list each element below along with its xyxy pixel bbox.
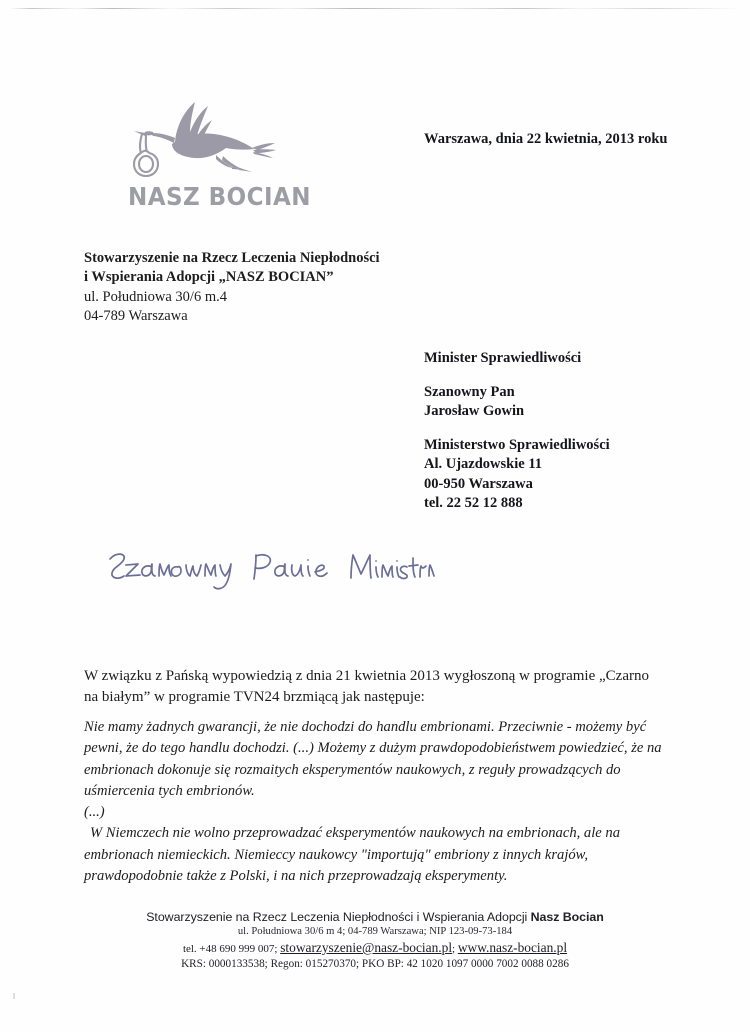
recipient-institution: Ministerstwo Sprawiedliwości <box>424 436 610 453</box>
footer-org-name: Nasz Bocian <box>530 910 604 924</box>
stork-with-bundle-icon <box>128 98 288 180</box>
footer-contact-separator: ; <box>452 943 458 955</box>
quote-ellipsis: (...) <box>84 804 105 821</box>
letter-footer <box>0 910 750 970</box>
handwriting-strokes <box>104 545 434 593</box>
recipient-name: Jarosław Gowin <box>424 403 525 420</box>
date-line: Warszawa, dnia 22 kwietnia, 2013 roku <box>424 131 668 147</box>
footer-email-link[interactable]: stowarzyszenie@nasz-bocian.pl <box>280 940 453 955</box>
recipient-spacer-1 <box>424 369 610 383</box>
sender-org-line1: Stowarzyszenie na Rzecz Leczenia Niepłodności <box>84 250 380 266</box>
recipient-salutation: Szanowny Pan <box>424 383 515 400</box>
footer-org-prefix: Stowarzyszenie na Rzecz Leczenia Niepłodności i Wspierania Adopcji <box>146 910 531 924</box>
footer-phone: tel. +48 690 999 007; <box>182 943 281 955</box>
recipient-title: Minister Sprawiedliwości <box>424 350 582 366</box>
recipient-phone: tel. 22 52 12 888 <box>424 495 523 512</box>
scan-speck-artifact <box>13 993 15 999</box>
organization-logo <box>128 98 311 211</box>
intro-paragraph: W związku z Pańską wypowiedzią z dnia 21 kwietnia 2013 wygłoszoną w programie „Czarno na białym” w programie TVN24 brzmiącą jak następuje: <box>84 668 649 706</box>
footer-contact <box>0 940 750 956</box>
sender-org-line2: i Wspierania Adopcji „NASZ BOCIAN” <box>84 269 334 286</box>
quote-paragraph-2: W Niemczech nie wolno przeprowadzać eksperymentów naukowych na embrionach, ale na embrionach niemieckich. Niemieccy naukowcy "importują" embriony z innych krajów, prawdopodobnie także z Polski, i na nich przeprowadzają eksperymenty. <box>84 825 620 885</box>
footer-website-link[interactable]: www.nasz-bocian.pl <box>457 940 568 955</box>
recipient-address-block <box>424 349 610 514</box>
footer-address: ul. Południowa 30/6 m 4; 04-789 Warszawa; NIP 123-09-73-184 <box>237 926 513 937</box>
quote-paragraph-1: Nie mamy żadnych gwarancji, że nie dochodzi do handlu embrionami. Przeciwnie - możemy być pewni, że do tego handlu dochodzi. (...) Możemy z dużym prawdopodobieństwem powiedzieć, że na embrionach dokonuje się rozmaitych eksperymentów naukowych, z reguły prowadzących do uśmiercenia tych embrionów. <box>84 719 662 799</box>
sender-address-block <box>84 249 380 326</box>
scan-edge-artifact <box>10 8 742 9</box>
recipient-spacer-2 <box>424 422 610 436</box>
handwritten-salutation <box>104 545 434 593</box>
footer-organization <box>0 910 750 924</box>
logo-wordmark: NASZ BOCIAN <box>128 182 311 211</box>
sender-street: ul. Południowa 30/6 m.4 <box>84 288 227 305</box>
recipient-city: 00-950 Warszawa <box>424 475 533 492</box>
sender-city: 04-789 Warszawa <box>84 307 188 324</box>
footer-registry: KRS: 0000133538; Regon: 015270370; PKO BP: 42 1020 1097 0000 7002 0088 0286 <box>181 958 569 970</box>
quoted-statement-block <box>84 717 670 887</box>
recipient-street: Al. Ujazdowskie 11 <box>424 456 543 473</box>
